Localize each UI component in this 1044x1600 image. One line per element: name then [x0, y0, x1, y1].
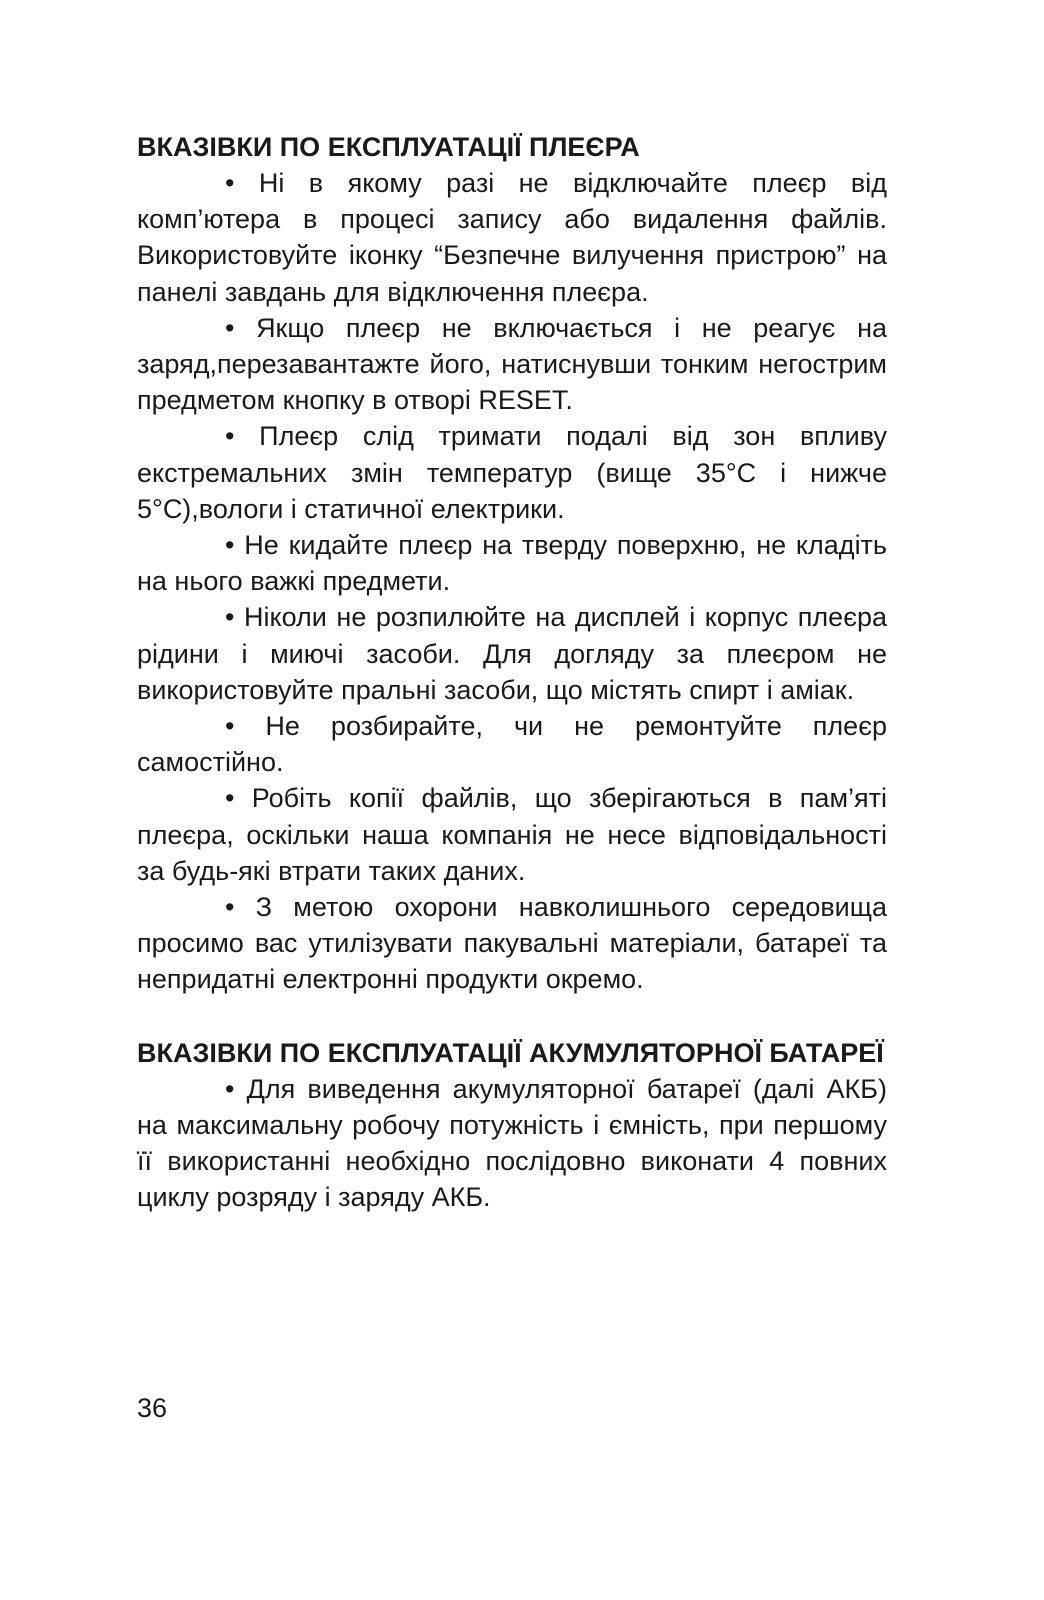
paragraph: • Ні в якому разі не відключайте плеєр від комп’ютера в процесі запису або видалення файлів. Використовуйте іконку “Безпечне вилучення пристрою” на панелі завдань для відключення плеєра.: [137, 168, 887, 307]
paragraph: • Якщо плеєр не включається і не реагує на заряд,перезавантажте його, натиснувши тонким негострим предметом кнопку в отворі RESET.: [137, 312, 887, 416]
section-spacer: [137, 998, 887, 1035]
document-page: [137, 129, 887, 1215]
page-number: 36: [137, 1393, 168, 1423]
paragraph: • Не розбирайте, чи не ремонтуйте плеєр самостійно.: [137, 711, 887, 778]
paragraph: • Ніколи не розпилюйте на дисплей і корпус плеєра рідини і миючі засоби. Для догляду за плеєром не використовуйте пральні засоби, що містять спирт і аміак.: [137, 602, 887, 705]
paragraph: • Для виведення акумуляторної батареї (далі АКБ) на максимальну робочу потужність і ємність, при першому її використанні необхідно послідовно виконати 4 повних циклу розряду і заряду АКБ.: [137, 1073, 887, 1213]
paragraph: • Плеєр слід тримати подалі від зон впливу екстремальних змін температур (вище 35°С і нижче 5°С),вологи і статичної електрики.: [137, 421, 887, 524]
section-title-player: ВКАЗІВКИ ПО ЕКСПЛУАТАЦІЇ ПЛЕЄРА: [137, 132, 640, 162]
paragraph: • Не кидайте плеєр на тверду поверхню, не кладіть на нього важкі предмети.: [137, 530, 887, 597]
section-title-battery: ВКАЗІВКИ ПО ЕКСПЛУАТАЦІЇ АКУМУЛЯТОРНОЇ БАТАРЕЇ: [137, 1037, 884, 1068]
paragraph: • З метою охорони навколишнього середовища просимо вас утилізувати пакувальні матеріали, батареї та непридатні електронні продукти окремо.: [137, 892, 887, 995]
paragraph: • Робіть копії файлів, що зберігаються в пам’яті плеєра, оскільки наша компанія не несе відповідальності за будь-які втрати таких даних.: [137, 783, 887, 886]
